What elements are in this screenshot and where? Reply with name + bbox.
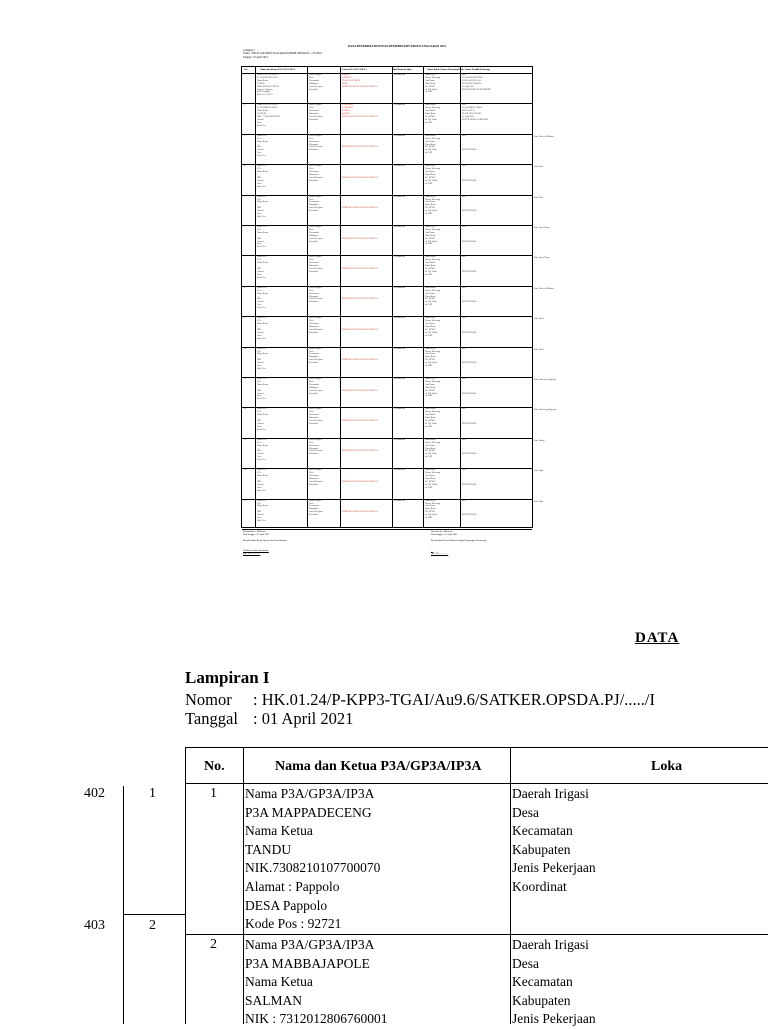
thumbnail-footer-line: Kepala Satuan Kerja Operasi dan Pemeliharaan bbox=[243, 540, 287, 543]
thumbnail-row-nama: Nama P3A P3A .. Nama Ketua .. NIK Alamat Desa Kode Pos bbox=[257, 256, 268, 279]
left-inner-number: 2 bbox=[149, 918, 156, 933]
thumbnail-row-amount: 195.000.000 bbox=[394, 134, 405, 137]
table-top-border bbox=[185, 747, 768, 748]
thumbnail-row-bank-labels: Nama Bank Nomor Rekening Atas Nama Nama Bank No. NPWP an. Tgl Terbit an. KPP bbox=[425, 499, 441, 520]
thumbnail-row-bank-values: BNI P3A MABBAJAPOLE 0826-45-227-1 92.636.112.4-809.000 12 April 2021 KPP PRATAMA PAREPARE bbox=[462, 104, 488, 121]
thumbnail-row-nama: Nama P3A P3A .. Nama Ketua .. NIK Alamat Desa Kode Pos bbox=[257, 408, 268, 431]
thumbnail-row-lokasi-values: .. .. .. .. PEMBANGUNAN SALURAN IRIGASI bbox=[342, 134, 379, 149]
tanggal-line bbox=[185, 709, 353, 729]
thumbnail-row-nama: Nama P3A P3A .. Nama Ketua .. NIK Alamat Desa Kode Pos bbox=[257, 499, 268, 522]
thumbnail-table-row bbox=[242, 347, 532, 378]
thumbnail-row-amount: 195.000.000 bbox=[394, 438, 405, 441]
thumbnail-header-bank: Nama Bank, Nomor Rekening Bank, Nama Pemilik Rekening bbox=[427, 68, 490, 71]
thumbnail-row-bank-labels: Nama Bank Nomor Rekening Atas Nama Nama Bank No. NPWP an. Tgl Terbit an. KPP bbox=[425, 469, 441, 489]
thumbnail-table-row bbox=[242, 195, 532, 226]
thumbnail-row-amount: 195.000.000 bbox=[394, 74, 405, 76]
thumbnail-row-bank-labels: Nama Bank Nomor Rekening Atas Nama Nama Bank No. NPWP an. Tgl Terbit an. KPP bbox=[425, 378, 441, 398]
thumbnail-row-lokasi-values: .. .. .. .. PEMBANGUNAN SALURAN IRIGASI bbox=[342, 195, 379, 210]
thumbnail-row-bank-labels: Nama Bank Nomor Rekening Atas Nama Nama Bank No. NPWP an. Tgl Terbit an. KPP bbox=[425, 408, 441, 428]
thumbnail-footer-line: Pada tanggal : 01 April 2021 bbox=[431, 534, 458, 537]
thumbnail-row-number: 11 bbox=[244, 378, 247, 380]
thumbnail-header-no: No. bbox=[244, 68, 248, 71]
table-header-bottom bbox=[185, 783, 768, 784]
row-nama-cell: Nama P3A/GP3A/IP3A P3A MABBAJAPOLE Nama Ketua SALMAN NIK : 7312012806760001 bbox=[245, 937, 388, 1027]
thumbnail-footer-line: NIP. 19.................. bbox=[243, 552, 261, 555]
thumbnail-side-note: Kab. Bone bbox=[534, 166, 544, 169]
thumbnail-side-note: Kab. Luwu Utara bbox=[534, 227, 550, 229]
thumbnail-table-row bbox=[242, 103, 532, 134]
thumbnail-row-bank-values: BRI .. .. .. .. KPP PRATAMA bbox=[462, 347, 477, 365]
thumbnail-row-amount: 195.000.000 bbox=[394, 104, 405, 107]
tanggal-value: : 01 April 2021 bbox=[253, 709, 354, 728]
thumbnail-table-row bbox=[242, 316, 532, 347]
lampiran-label: Lampiran I bbox=[185, 668, 270, 687]
thumbnail-table-row bbox=[242, 468, 532, 499]
thumbnail-row-number: 1 bbox=[244, 74, 246, 76]
thumbnail-row-lokasi-values: .. .. .. .. PEMBANGUNAN SALURAN IRIGASI bbox=[342, 499, 379, 514]
thumbnail-row-number: 15 bbox=[244, 499, 247, 502]
thumbnail-table bbox=[241, 66, 533, 528]
thumbnail-row-lokasi-labels: Daerah Irigasi Desa Kecamatan Kabupaten Jenis Pekerjaan Koordinat bbox=[309, 74, 323, 91]
thumbnail-row-bank-values: BRI .. .. .. .. KPP PRATAMA bbox=[462, 286, 477, 304]
thumbnail-row-lokasi-values: .. .. .. .. PEMBANGUNAN SALURAN IRIGASI bbox=[342, 347, 379, 362]
thumbnail-footer-line: ... bbox=[431, 549, 433, 552]
thumbnail-side-note: Kab. Sidenreng Rappang bbox=[534, 409, 556, 412]
thumbnail-footer-left bbox=[243, 531, 287, 556]
thumbnail-row-bank-values: BRI .. .. .. .. KPP PRATAMA bbox=[462, 408, 477, 425]
thumbnail-table-row bbox=[242, 164, 532, 195]
thumbnail-row-amount: 195.000.000 bbox=[394, 378, 405, 380]
header-nama: Nama dan Ketua P3A/GP3A/IP3A bbox=[275, 759, 482, 774]
thumbnail-side-note: Kab. Polewali Mandar bbox=[534, 287, 554, 290]
thumbnail-row-nama: Nama P3A P3A .. Nama Ketua .. NIK Alamat Desa Kode Pos bbox=[257, 469, 268, 492]
thumbnail-row-nama: Nama P3A P3A .. Nama Ketua .. NIK Alamat Desa Kode Pos bbox=[257, 195, 268, 218]
thumbnail-row-nama: Nama P3A/GP3A/IP3A P3A MABBAJAPOLE Nama Ketua SALMAN NIK : 7312012806760001 Alamat Desa Kode Pos bbox=[257, 104, 281, 127]
thumbnail-row-amount: 195.000.000 bbox=[394, 256, 405, 259]
thumbnail-table-row bbox=[242, 225, 532, 259]
thumbnail-row-nama: Nama P3A P3A .. Nama Ketua .. NIK Alamat Desa Kode Pos bbox=[257, 165, 268, 188]
thumbnail-row-amount: 195.000.000 bbox=[394, 286, 405, 289]
thumbnail-row-lokasi-labels: Daerah Irigasi Desa Kecamatan Kabupaten Jenis Pekerjaan Koordinat bbox=[309, 469, 323, 486]
thumbnail-row-amount: 195.000.000 bbox=[394, 226, 405, 228]
thumbnail-row-lokasi-values: .. .. .. .. PEMBANGUNAN SALURAN IRIGASI bbox=[342, 286, 379, 301]
thumbnail-row-lokasi-values: .. .. .. .. PEMBANGUNAN SALURAN IRIGASI bbox=[342, 438, 379, 453]
thumbnail-side-note: Kab. Bone bbox=[534, 196, 544, 199]
thumbnail-side-note: Kab. Barru bbox=[534, 318, 544, 321]
thumbnail-row-lokasi-labels: Daerah Irigasi Desa Kecamatan Kabupaten Jenis Pekerjaan Koordinat bbox=[309, 286, 323, 304]
thumbnail-row-bank-values: BRI .. .. .. .. KPP PRATAMA bbox=[462, 195, 477, 213]
thumbnail-side-note: Kab. Barru bbox=[534, 348, 544, 351]
thumbnail-row-number: 5 bbox=[244, 195, 246, 198]
thumbnail-side-note: Kab. Polewali Mandar bbox=[534, 135, 554, 138]
nomor-line bbox=[185, 690, 655, 710]
thumbnail-meta bbox=[243, 49, 443, 59]
thumbnail-row-lokasi-labels: Daerah Irigasi Desa Kecamatan Kabupaten Jenis Pekerjaan Koordinat bbox=[309, 165, 323, 182]
document-thumbnail bbox=[241, 41, 556, 586]
thumbnail-row-bank-labels: Nama Bank Nomor Rekening Atas Nama Nama Bank No. NPWP an. Tgl Terbit an. KPP bbox=[425, 226, 441, 246]
thumbnail-row-bank-labels: Nama Bank Nomor Rekening Atas Nama Nama Bank No. NPWP an. Tgl Terbit an. KPP bbox=[425, 256, 441, 276]
thumbnail-side-note: Kab. Wajo bbox=[534, 500, 544, 503]
thumbnail-row-nama: Nama P3A/GP3A/IP3A P3A MAPPADECENG Nama Ketua TANDU NIK.7308210107700070 Alamat : Pappolo DESA Pappolo Kode Pos : 92721 bbox=[257, 74, 279, 97]
thumbnail-row-lokasi-labels: Daerah Irigasi Desa Kecamatan Kabupaten Jenis Pekerjaan Koordinat bbox=[309, 195, 323, 213]
thumbnail-row-bank-values: BRI P3A MAPPADECENG 0108-01-019215-53-1 92.633.640.7-808.000 13 April 2021 KPP PRATAMA WATAMPONE bbox=[462, 74, 491, 91]
row-lokasi-cell: Daerah Irigasi Desa Kecamatan Kabupaten Jenis Pekerjaan Koordinat bbox=[512, 786, 596, 894]
thumbnail-table-row bbox=[242, 286, 532, 320]
thumbnail-row-bank-labels: Nama Bank Nomor Rekening Atas Nama Nama Bank No. NPWP an. Tgl Terbit an. KPP bbox=[425, 317, 441, 337]
thumbnail-table-row bbox=[242, 377, 532, 411]
table-col-divider bbox=[243, 747, 244, 1024]
thumbnail-row-lokasi-labels: Daerah Irigasi Desa Kecamatan Kabupaten Jenis Pekerjaan Koordinat bbox=[309, 256, 323, 273]
thumbnail-row-bank-labels: Nama Bank Nomor Rekening Atas Nama Nama Bank No. NPWP an. Tgl Terbit an. KPP bbox=[425, 347, 441, 368]
thumbnail-footer-line: NIP. 19.................. bbox=[431, 552, 449, 555]
thumbnail-row-bank-labels: Nama Bank Nomor Rekening Atas Nama Nama Bank No. NPWP an. Tgl Terbit an. KPP bbox=[425, 286, 441, 307]
left-row-divider bbox=[123, 914, 185, 915]
thumbnail-tanggal: Tanggal : 01 April 2021 bbox=[243, 55, 268, 59]
thumbnail-row-lokasi-labels: Daerah Irigasi Desa Kecamatan Kabupaten Jenis Pekerjaan Koordinat bbox=[309, 317, 323, 334]
thumbnail-row-lokasi-labels: Daerah Irigasi Desa Kecamatan Kabupaten Jenis Pekerjaan Koordinat bbox=[309, 408, 323, 425]
thumbnail-row-lokasi-values: .. .. .. .. PEMBANGUNAN SALURAN IRIGASI bbox=[342, 378, 379, 392]
thumbnail-footer-right bbox=[431, 531, 486, 556]
thumbnail-row-bank-labels: Nama Bank Nomor Rekening Atas Nama Nama Bank No. NPWP an. Tgl Terbit an. KPP bbox=[425, 195, 441, 216]
thumbnail-table-row bbox=[242, 407, 532, 438]
thumbnail-header-nama: Nama dan Ketua P3A/GP3A/IP3A bbox=[260, 68, 296, 71]
thumbnail-row-amount: 195.000.000 bbox=[394, 499, 405, 502]
thumbnail-header-nilai: Nilai Bantuan (Rp.) bbox=[392, 68, 413, 71]
thumbnail-row-bank-values: BRI .. .. .. .. KPP PRATAMA bbox=[462, 165, 477, 182]
thumbnail-row-number: 12 bbox=[244, 408, 247, 411]
thumbnail-row-number: 4 bbox=[244, 165, 246, 168]
left-inner-number: 1 bbox=[149, 786, 156, 801]
thumbnail-row-bank-values: BRI .. .. .. .. KPP PRATAMA bbox=[462, 226, 477, 243]
header-lokasi: Loka bbox=[651, 759, 683, 774]
tanggal-label: Tanggal bbox=[185, 709, 238, 728]
thumbnail-row-amount: 195.000.000 bbox=[394, 469, 405, 472]
thumbnail-table-row bbox=[242, 134, 532, 168]
thumbnail-row-lokasi-values: .. .. .. .. PEMBANGUNAN SALURAN IRIGASI bbox=[342, 226, 379, 240]
thumbnail-row-lokasi-labels: Daerah Irigasi Desa Kecamatan Kabupaten Jenis Pekerjaan Koordinat bbox=[309, 226, 323, 243]
thumbnail-row-lokasi-labels: Daerah Irigasi Desa Kecamatan Kabupaten Jenis Pekerjaan Koordinat bbox=[309, 134, 323, 152]
thumbnail-row-lokasi-labels: Daerah Irigasi Desa Kecamatan Kabupaten Jenis Pekerjaan Koordinat bbox=[309, 104, 323, 121]
table-left-border bbox=[185, 747, 186, 1024]
thumbnail-row-bank-values: BRI .. .. .. .. KPP PRATAMA bbox=[462, 438, 477, 456]
thumbnail-row-bank-values: BRI .. .. .. .. KPP PRATAMA bbox=[462, 469, 477, 486]
thumbnail-row-bank-labels: Nama Bank Nomor Rekening Atas Nama Nama Bank No. NPWP an. Tgl Terbit an. KPP bbox=[425, 104, 441, 124]
thumbnail-row-bank-values: BRI .. .. .. .. KPP PRATAMA bbox=[462, 317, 477, 334]
thumbnail-row-amount: 195.000.000 bbox=[394, 317, 405, 320]
thumbnail-table-row bbox=[242, 499, 532, 530]
thumbnail-row-amount: 195.000.000 bbox=[394, 195, 405, 198]
thumbnail-side-note: Kab. Wajo bbox=[534, 470, 544, 473]
thumbnail-table-row bbox=[242, 255, 532, 286]
thumbnail-nomor: Nomor : HK.01.24/P-KPP3-TGAI/Au9.6/SATKER.OPSDA.PJ/...../IV/2021 bbox=[243, 52, 322, 56]
thumbnail-row-lokasi-values: LAMPOKO LAMPOKO BARRU BARRU PEMBANGUNAN SALURAN IRIGASI bbox=[342, 104, 379, 119]
thumbnail-row-bank-values: BRI .. .. .. .. KPP PRATAMA bbox=[462, 378, 477, 395]
thumbnail-title: DATA PENERIMA BANTUAN PEMERINTAH TAHUN ANGGARAN 2021 bbox=[348, 44, 446, 48]
thumbnail-row-number: 13 bbox=[244, 438, 247, 441]
thumbnail-row-lokasi-labels: Daerah Irigasi Desa Kecamatan Kabupaten Jenis Pekerjaan Koordinat bbox=[309, 438, 323, 456]
left-outer-number: 402 bbox=[84, 786, 105, 801]
header-no: No. bbox=[204, 759, 225, 774]
thumbnail-row-bank-labels: Nama Bank Nomor Rekening Atas Nama Nama Bank No. NPWP an. Tgl Terbit an. KPP bbox=[425, 134, 441, 155]
table-row-divider bbox=[185, 934, 768, 935]
thumbnail-footer-line: Disetujui di : Makassar bbox=[431, 531, 453, 533]
thumbnail-row-bank-values: BRI .. .. .. .. KPP PRATAMA bbox=[462, 134, 477, 152]
thumbnail-row-amount: 195.000.000 bbox=[394, 408, 405, 411]
thumbnail-row-lokasi-values: Pappolo PAPPOLO TELLUSIATTINGE BONE PEMBANGUNAN SALURAN IRIGASI bbox=[342, 74, 379, 88]
thumbnail-header-lokasi: Lokasi P3A/GP3A/IP3A bbox=[342, 68, 367, 71]
nomor-value: : HK.01.24/P-KPP3-TGAI/Au9.6/SATKER.OPSDA.PJ/...../I bbox=[253, 690, 656, 709]
thumbnail-row-lokasi-values: .. .. .. .. PEMBANGUNAN SALURAN IRIGASI bbox=[342, 317, 379, 331]
thumbnail-footer-line: Pada tanggal : 01 April 2021 bbox=[243, 534, 270, 537]
thumbnail-row-number: 6 bbox=[244, 226, 246, 228]
thumbnail-row-lokasi-labels: Daerah Irigasi Desa Kecamatan Kabupaten Jenis Pekerjaan Koordinat bbox=[309, 499, 323, 517]
thumbnail-side-note: Kab. Sidrap bbox=[534, 439, 545, 442]
table-col-divider bbox=[510, 747, 511, 1024]
thumbnail-row-nama: Nama P3A P3A .. Nama Ketua .. NIK Alamat Desa Kode Pos bbox=[257, 347, 268, 370]
thumbnail-footer-line: Kepala Balai Besar Wilayah Sungai Pompengan Jeneberang bbox=[431, 540, 487, 543]
thumbnail-row-amount: 195.000.000 bbox=[394, 165, 405, 168]
thumbnail-row-nama: Nama P3A P3A .. Nama Ketua .. NIK Alamat Desa Kode Pos bbox=[257, 226, 268, 249]
thumbnail-table-row bbox=[242, 438, 532, 472]
thumbnail-row-nama: Nama P3A P3A .. Nama Ketua .. NIK Alamat Desa Kode Pos bbox=[257, 286, 268, 310]
thumbnail-row-bank-values: BRI .. .. .. .. KPP PRATAMA bbox=[462, 499, 477, 517]
thumbnail-row-lokasi-values: .. .. .. .. PEMBANGUNAN SALURAN IRIGASI bbox=[342, 469, 379, 483]
thumbnail-row-amount: 195.000.000 bbox=[394, 347, 405, 350]
thumbnail-row-lokasi-labels: Daerah Irigasi Desa Kecamatan Kabupaten Jenis Pekerjaan Koordinat bbox=[309, 347, 323, 365]
row-lokasi-cell: Daerah Irigasi Desa Kecamatan Kabupaten Jenis Pekerjaan bbox=[512, 937, 596, 1027]
thumbnail-footer-line: Pejabat Pembuat Komitmen bbox=[243, 549, 269, 552]
thumbnail-row-number: 9 bbox=[244, 317, 246, 320]
left-outer-number: 403 bbox=[84, 918, 105, 933]
nomor-label: Nomor bbox=[185, 690, 232, 709]
row-number: 1 bbox=[210, 786, 217, 801]
row-number: 2 bbox=[210, 937, 217, 952]
left-divider bbox=[123, 786, 124, 1024]
thumbnail-row-number: 14 bbox=[244, 469, 247, 472]
row-nama-cell: Nama P3A/GP3A/IP3A P3A MAPPADECENG Nama Ketua TANDU NIK.7308210107700070 Alamat : Pappolo DESA Pappolo Kode Pos : 92721 bbox=[245, 786, 381, 932]
thumbnail-footer-line: Ditetapkan di : Makassar bbox=[243, 531, 267, 533]
document-title: DATA bbox=[635, 630, 680, 646]
thumbnail-row-number: 7 bbox=[244, 256, 246, 259]
thumbnail-row-number: 3 bbox=[244, 134, 246, 137]
thumbnail-table-row bbox=[242, 73, 532, 107]
thumbnail-row-bank-labels: Nama Bank Nomor Rekening Atas Nama Nama Bank No. NPWP an. Tgl Terbit an. KPP bbox=[425, 438, 441, 459]
thumbnail-row-number: 2 bbox=[244, 104, 246, 107]
thumbnail-lampiran: Lampiran I bbox=[243, 49, 255, 52]
thumbnail-row-lokasi-labels: Daerah Irigasi Desa Kecamatan Kabupaten Jenis Pekerjaan Koordinat bbox=[309, 378, 323, 395]
thumbnail-row-bank-values: BRI .. .. .. .. KPP PRATAMA bbox=[462, 256, 477, 273]
thumbnail-row-lokasi-values: .. .. .. .. PEMBANGUNAN SALURAN IRIGASI bbox=[342, 165, 379, 179]
thumbnail-row-lokasi-values: .. .. .. .. PEMBANGUNAN SALURAN IRIGASI bbox=[342, 256, 379, 271]
thumbnail-row-bank-labels: Nama Bank Nomor Rekening Atas Nama Nama Bank No. NPWP an. Tgl Terbit an. KPP bbox=[425, 74, 441, 94]
thumbnail-row-number: 8 bbox=[244, 286, 246, 289]
thumbnail-row-nama: Nama P3A P3A .. Nama Ketua .. NIK Alamat Desa Kode Pos bbox=[257, 134, 268, 158]
thumbnail-row-bank-labels: Nama Bank Nomor Rekening Atas Nama Nama Bank No. NPWP an. Tgl Terbit an. KPP bbox=[425, 165, 441, 185]
thumbnail-row-nama: Nama P3A P3A .. Nama Ketua .. NIK Alamat Desa Kode Pos bbox=[257, 317, 268, 340]
thumbnail-row-lokasi-values: .. .. .. .. PEMBANGUNAN SALURAN IRIGASI bbox=[342, 408, 379, 423]
thumbnail-row-nama: Nama P3A P3A .. Nama Ketua .. NIK Alamat Desa Kode Pos bbox=[257, 438, 268, 462]
thumbnail-side-note: Kab. Luwu Utara bbox=[534, 257, 550, 260]
thumbnail-row-number: 10 bbox=[244, 347, 247, 350]
thumbnail-side-note: Kab. Sidenreng Rappang bbox=[534, 379, 556, 381]
thumbnail-row-nama: Nama P3A P3A .. Nama Ketua .. NIK Alamat Desa Kode Pos bbox=[257, 378, 268, 401]
